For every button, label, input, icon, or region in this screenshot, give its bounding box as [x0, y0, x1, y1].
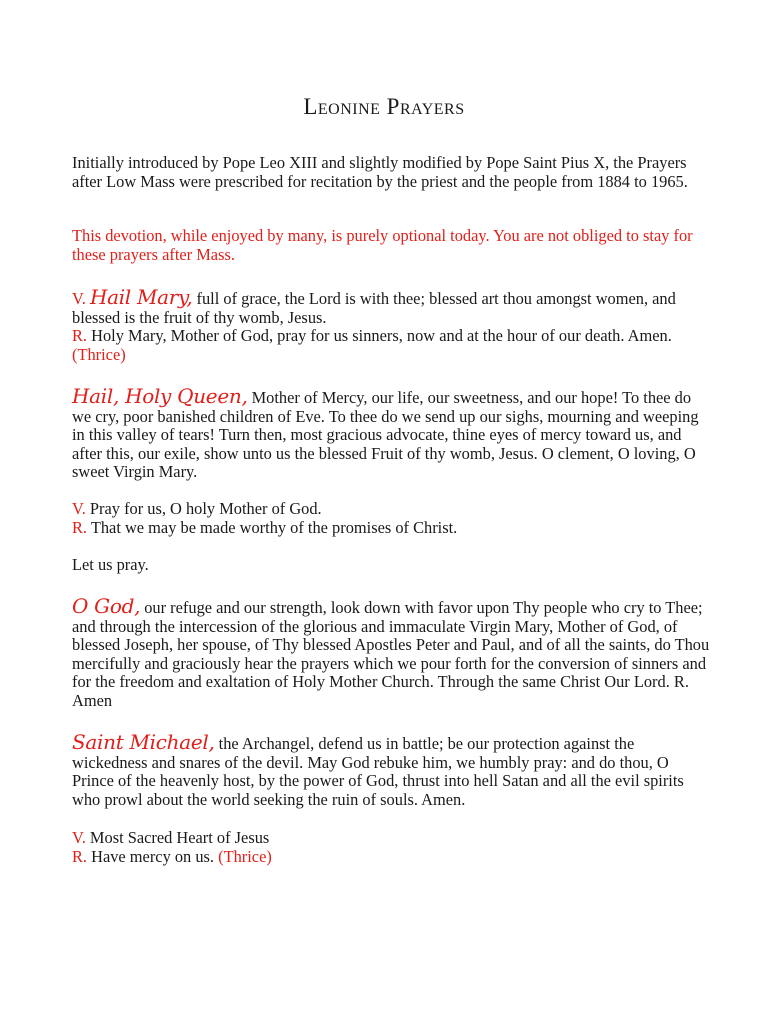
versicle-label: V.	[72, 828, 86, 847]
versicle-label: V.	[72, 499, 86, 518]
saint-michael-heading: Saint Michael,	[72, 730, 215, 754]
response-label: R.	[72, 326, 88, 345]
hail-mary-heading: Hail Mary,	[89, 285, 193, 309]
hail-mary-response: Holy Mary, Mother of God, pray for us sinners, now and at the hour of our death. Amen.	[87, 326, 672, 345]
saint-michael-prayer	[72, 730, 712, 809]
o-god-text: our refuge and our strength, look down with favor upon Thy people who cry to Thee; and through the intercession of the glorious and immaculate Virgin Mary, Mother of God, of blessed Joseph, her spouse, of Thy blessed Apostles Peter and Paul, and of all the saints, do Thou mercifully and graciously hear the prayers which we pour forth for the conversion of sinners and for the freedom and exaltation of Holy Mother Church. Through the same Christ Our Lord. R. Amen	[72, 598, 710, 710]
versicle-response-2	[72, 829, 712, 866]
hail-holy-queen-text: Mother of Mercy, our life, our sweetness, and our hope! To thee do we cry, poor banished children of Eve. To thee do we send up our sighs, mourning and weeping in this valley of tears! Turn then, most gracious advocate, thine eyes of mercy toward us, and after this, our exile, show unto us the blessed Fruit of thy womb, Jesus. O clement, O loving, O sweet Virgin Mary.	[72, 388, 699, 481]
hail-mary-prayer	[72, 285, 712, 364]
hail-mary-text: full of grace, the Lord is with thee; blessed art thou amongst women, and blessed is the fruit of thy womb, Jesus.	[72, 289, 676, 327]
response-label: R.	[72, 846, 88, 866]
o-god-heading: O God,	[72, 594, 141, 618]
thrice-note: (Thrice)	[72, 344, 126, 364]
optional-note: This devotion, while enjoyed by many, is purely optional today. You are not obliged to stay for these prayers after Mass.	[72, 226, 693, 264]
response-text: That we may be made worthy of the promises of Christ.	[87, 517, 458, 537]
intro-paragraph: Initially introduced by Pope Leo XIII and slightly modified by Pope Saint Pius X, the Prayers after Low Mass were prescribed for recitation by the priest and the people from 1884 to 1965.	[72, 153, 688, 191]
hail-holy-queen-heading: Hail, Holy Queen,	[72, 384, 248, 408]
hail-holy-queen-prayer	[72, 384, 712, 482]
versicle-response-1	[72, 500, 712, 537]
page-title: Leonine Prayers	[303, 94, 465, 119]
let-us-pray: Let us pray.	[72, 555, 149, 574]
versicle-text: Most Sacred Heart of Jesus	[85, 828, 270, 847]
response-text: Have mercy on us.	[87, 846, 219, 866]
o-god-prayer	[72, 594, 712, 710]
response-label: R.	[72, 517, 88, 537]
versicle-text: Pray for us, O holy Mother of God.	[85, 499, 322, 518]
saint-michael-text: the Archangel, defend us in battle; be our protection against the wickedness and snares of the devil. May God rebuke him, we humbly pray: and do thou, O Prince of the heavenly host, by the power of God, thrust into hell Satan and all the evil spirits who prowl about the world seeking the ruin of souls. Amen.	[72, 734, 684, 809]
thrice-note: (Thrice)	[218, 846, 272, 866]
versicle-label: V.	[72, 289, 86, 308]
